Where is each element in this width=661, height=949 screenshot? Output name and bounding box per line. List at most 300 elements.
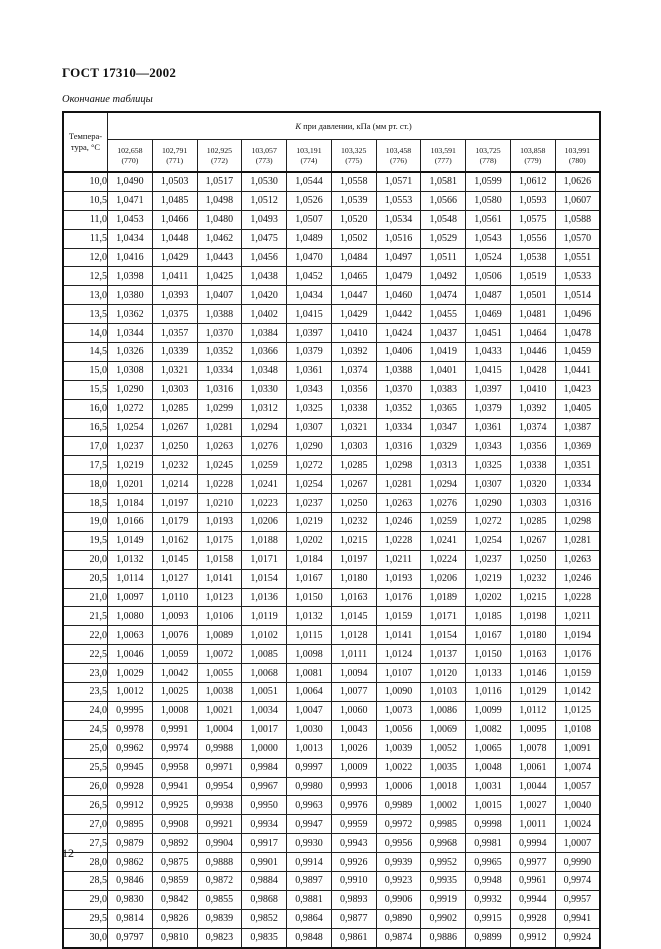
value-cell: 1,0214 bbox=[152, 475, 197, 494]
table-row bbox=[63, 191, 600, 210]
value-cell: 0,9995 bbox=[108, 701, 153, 720]
value-cell: 1,0263 bbox=[555, 550, 600, 569]
temperature-cell: 21,5 bbox=[63, 607, 108, 626]
value-cell: 1,0197 bbox=[152, 494, 197, 513]
value-cell: 1,0392 bbox=[510, 399, 555, 418]
value-cell: 1,0024 bbox=[555, 815, 600, 834]
value-cell: 1,0029 bbox=[108, 664, 153, 683]
value-cell: 1,0215 bbox=[331, 531, 376, 550]
page-number: 12 bbox=[62, 846, 74, 860]
value-cell: 1,0388 bbox=[197, 305, 242, 324]
value-cell: 1,0259 bbox=[242, 456, 287, 475]
table-row bbox=[63, 210, 600, 229]
value-cell: 0,9926 bbox=[331, 853, 376, 872]
value-cell: 1,0128 bbox=[331, 626, 376, 645]
value-cell: 0,9874 bbox=[376, 928, 421, 947]
value-cell: 1,0325 bbox=[466, 456, 511, 475]
table-row bbox=[63, 853, 600, 872]
temperature-cell: 27,0 bbox=[63, 815, 108, 834]
value-cell: 1,0060 bbox=[331, 701, 376, 720]
value-cell: 1,0250 bbox=[331, 494, 376, 513]
value-cell: 0,9944 bbox=[510, 890, 555, 909]
table-row bbox=[63, 248, 600, 267]
value-cell: 1,0015 bbox=[466, 796, 511, 815]
value-cell: 1,0046 bbox=[108, 645, 153, 664]
value-cell: 0,9915 bbox=[466, 909, 511, 928]
value-cell: 0,9943 bbox=[331, 834, 376, 853]
value-cell: 1,0111 bbox=[331, 645, 376, 664]
value-cell: 0,9978 bbox=[108, 720, 153, 739]
value-cell: 0,9948 bbox=[466, 871, 511, 890]
value-cell: 1,0281 bbox=[376, 475, 421, 494]
value-cell: 1,0464 bbox=[510, 324, 555, 343]
value-cell: 1,0246 bbox=[376, 513, 421, 532]
value-cell: 1,0073 bbox=[376, 701, 421, 720]
temperature-cell: 25,0 bbox=[63, 739, 108, 758]
table-row bbox=[63, 380, 600, 399]
value-cell: 1,0245 bbox=[197, 456, 242, 475]
value-cell: 1,0189 bbox=[421, 588, 466, 607]
value-cell: 1,0193 bbox=[376, 569, 421, 588]
value-cell: 1,0492 bbox=[421, 267, 466, 286]
value-cell: 0,9855 bbox=[197, 890, 242, 909]
value-cell: 0,9985 bbox=[421, 815, 466, 834]
value-cell: 0,9846 bbox=[108, 871, 153, 890]
value-cell: 1,0380 bbox=[108, 286, 153, 305]
value-cell: 1,0163 bbox=[331, 588, 376, 607]
temperature-cell: 27,5 bbox=[63, 834, 108, 853]
pressure-column-header bbox=[197, 140, 242, 173]
value-cell: 0,9852 bbox=[242, 909, 287, 928]
value-cell: 1,0012 bbox=[108, 683, 153, 702]
value-cell: 1,0141 bbox=[376, 626, 421, 645]
temperature-cell: 15,0 bbox=[63, 361, 108, 380]
value-cell: 1,0228 bbox=[376, 531, 421, 550]
value-cell: 1,0063 bbox=[108, 626, 153, 645]
temperature-cell: 16,5 bbox=[63, 418, 108, 437]
temperature-cell: 23,5 bbox=[63, 683, 108, 702]
value-cell: 1,0162 bbox=[152, 531, 197, 550]
value-cell: 1,0108 bbox=[555, 720, 600, 739]
value-cell: 1,0415 bbox=[287, 305, 332, 324]
value-cell: 0,9974 bbox=[555, 871, 600, 890]
value-cell: 1,0294 bbox=[421, 475, 466, 494]
value-cell: 1,0330 bbox=[242, 380, 287, 399]
value-cell: 1,0379 bbox=[287, 343, 332, 362]
value-cell: 0,9902 bbox=[421, 909, 466, 928]
value-cell: 1,0074 bbox=[555, 758, 600, 777]
pressure-kpa: 102,925 bbox=[206, 145, 233, 155]
value-cell: 1,0593 bbox=[510, 191, 555, 210]
value-cell: 1,0534 bbox=[376, 210, 421, 229]
value-cell: 0,9968 bbox=[421, 834, 466, 853]
value-cell: 0,9848 bbox=[287, 928, 332, 947]
table-row bbox=[63, 834, 600, 853]
value-cell: 0,9961 bbox=[510, 871, 555, 890]
table-row bbox=[63, 172, 600, 191]
value-cell: 1,0428 bbox=[510, 361, 555, 380]
value-cell: 1,0383 bbox=[421, 380, 466, 399]
value-cell: 0,9912 bbox=[108, 796, 153, 815]
value-cell: 1,0451 bbox=[466, 324, 511, 343]
value-cell: 1,0539 bbox=[331, 191, 376, 210]
value-cell: 1,0145 bbox=[152, 550, 197, 569]
temperature-cell: 22,5 bbox=[63, 645, 108, 664]
value-cell: 0,9939 bbox=[376, 853, 421, 872]
value-cell: 1,0018 bbox=[421, 777, 466, 796]
value-cell: 1,0167 bbox=[466, 626, 511, 645]
value-cell: 1,0362 bbox=[108, 305, 153, 324]
value-cell: 1,0224 bbox=[421, 550, 466, 569]
temperature-header-line2: тура, °С bbox=[70, 142, 101, 152]
value-cell: 0,9901 bbox=[242, 853, 287, 872]
value-cell: 1,0361 bbox=[287, 361, 332, 380]
value-cell: 0,9952 bbox=[421, 853, 466, 872]
value-cell: 0,9823 bbox=[197, 928, 242, 947]
value-cell: 1,0392 bbox=[331, 343, 376, 362]
value-cell: 1,0290 bbox=[287, 437, 332, 456]
value-cell: 1,0193 bbox=[197, 513, 242, 532]
pressure-kpa: 103,991 bbox=[564, 145, 590, 155]
value-cell: 0,9938 bbox=[197, 796, 242, 815]
correction-table bbox=[62, 111, 601, 949]
value-cell: 0,9892 bbox=[152, 834, 197, 853]
value-cell: 1,0303 bbox=[331, 437, 376, 456]
value-cell: 1,0176 bbox=[555, 645, 600, 664]
value-cell: 1,0146 bbox=[510, 664, 555, 683]
value-cell: 1,0276 bbox=[421, 494, 466, 513]
value-cell: 1,0276 bbox=[242, 437, 287, 456]
value-cell: 1,0446 bbox=[510, 343, 555, 362]
table-row bbox=[63, 569, 600, 588]
table-row bbox=[63, 664, 600, 683]
value-cell: 0,9930 bbox=[287, 834, 332, 853]
value-cell: 1,0011 bbox=[510, 815, 555, 834]
value-cell: 1,0529 bbox=[421, 229, 466, 248]
value-cell: 1,0556 bbox=[510, 229, 555, 248]
temperature-cell: 11,0 bbox=[63, 210, 108, 229]
table-row bbox=[63, 513, 600, 532]
value-cell: 1,0533 bbox=[555, 267, 600, 286]
value-cell: 0,9988 bbox=[197, 739, 242, 758]
value-cell: 1,0607 bbox=[555, 191, 600, 210]
table-row bbox=[63, 399, 600, 418]
value-cell: 1,0006 bbox=[376, 777, 421, 796]
value-cell: 1,0452 bbox=[287, 267, 332, 286]
value-cell: 0,9956 bbox=[376, 834, 421, 853]
value-cell: 1,0485 bbox=[152, 191, 197, 210]
value-cell: 1,0325 bbox=[287, 399, 332, 418]
value-cell: 1,0219 bbox=[287, 513, 332, 532]
value-cell: 1,0158 bbox=[197, 550, 242, 569]
value-cell: 0,9997 bbox=[287, 758, 332, 777]
value-cell: 1,0374 bbox=[331, 361, 376, 380]
value-cell: 1,0285 bbox=[331, 456, 376, 475]
value-cell: 1,0401 bbox=[421, 361, 466, 380]
temperature-cell: 23,0 bbox=[63, 664, 108, 683]
value-cell: 1,0201 bbox=[108, 475, 153, 494]
value-cell: 1,0566 bbox=[421, 191, 466, 210]
value-cell: 0,9899 bbox=[466, 928, 511, 947]
value-cell: 0,9959 bbox=[331, 815, 376, 834]
value-cell: 1,0202 bbox=[466, 588, 511, 607]
pressure-mmhg: (774) bbox=[300, 155, 318, 165]
value-cell: 1,0115 bbox=[287, 626, 332, 645]
value-cell: 1,0034 bbox=[242, 701, 287, 720]
value-cell: 1,0442 bbox=[376, 305, 421, 324]
value-cell: 1,0068 bbox=[242, 664, 287, 683]
value-cell: 1,0040 bbox=[555, 796, 600, 815]
value-cell: 1,0366 bbox=[242, 343, 287, 362]
temperature-cell: 17,5 bbox=[63, 456, 108, 475]
value-cell: 0,9998 bbox=[466, 815, 511, 834]
temperature-cell: 12,0 bbox=[63, 248, 108, 267]
value-cell: 1,0290 bbox=[466, 494, 511, 513]
value-cell: 1,0307 bbox=[466, 475, 511, 494]
temperature-cell: 26,0 bbox=[63, 777, 108, 796]
value-cell: 1,0030 bbox=[287, 720, 332, 739]
temperature-cell: 21,0 bbox=[63, 588, 108, 607]
value-cell: 1,0298 bbox=[555, 513, 600, 532]
pressure-column-header bbox=[555, 140, 600, 173]
temperature-cell: 17,0 bbox=[63, 437, 108, 456]
value-cell: 1,0042 bbox=[152, 664, 197, 683]
value-cell: 1,0466 bbox=[152, 210, 197, 229]
value-cell: 1,0059 bbox=[152, 645, 197, 664]
value-cell: 1,0263 bbox=[376, 494, 421, 513]
table-row bbox=[63, 550, 600, 569]
value-cell: 1,0211 bbox=[376, 550, 421, 569]
value-cell: 1,0558 bbox=[331, 172, 376, 191]
value-cell: 1,0347 bbox=[421, 418, 466, 437]
value-cell: 1,0048 bbox=[466, 758, 511, 777]
table-row bbox=[63, 928, 600, 947]
value-cell: 0,9977 bbox=[510, 853, 555, 872]
pressure-column-header bbox=[331, 140, 376, 173]
value-cell: 1,0047 bbox=[287, 701, 332, 720]
pressure-kpa: 103,591 bbox=[430, 145, 456, 155]
value-cell: 1,0141 bbox=[197, 569, 242, 588]
value-cell: 1,0017 bbox=[242, 720, 287, 739]
value-cell: 1,0149 bbox=[108, 531, 153, 550]
value-cell: 1,0021 bbox=[197, 701, 242, 720]
table-caption: Окончание таблицы bbox=[62, 94, 153, 105]
value-cell: 1,0136 bbox=[242, 588, 287, 607]
value-cell: 1,0232 bbox=[152, 456, 197, 475]
value-cell: 1,0103 bbox=[421, 683, 466, 702]
value-cell: 0,9974 bbox=[152, 739, 197, 758]
value-cell: 1,0443 bbox=[197, 248, 242, 267]
value-cell: 1,0119 bbox=[242, 607, 287, 626]
value-cell: 1,0411 bbox=[152, 267, 197, 286]
value-cell: 0,9814 bbox=[108, 909, 153, 928]
value-cell: 1,0159 bbox=[376, 607, 421, 626]
value-cell: 1,0002 bbox=[421, 796, 466, 815]
temperature-cell: 19,0 bbox=[63, 513, 108, 532]
value-cell: 0,9881 bbox=[287, 890, 332, 909]
value-cell: 1,0254 bbox=[108, 418, 153, 437]
value-cell: 1,0484 bbox=[331, 248, 376, 267]
value-cell: 1,0097 bbox=[108, 588, 153, 607]
value-cell: 1,0307 bbox=[287, 418, 332, 437]
pressure-column-header bbox=[466, 140, 511, 173]
value-cell: 1,0321 bbox=[331, 418, 376, 437]
value-cell: 1,0241 bbox=[421, 531, 466, 550]
value-cell: 1,0553 bbox=[376, 191, 421, 210]
value-cell: 1,0098 bbox=[287, 645, 332, 664]
value-cell: 1,0009 bbox=[331, 758, 376, 777]
value-cell: 1,0237 bbox=[287, 494, 332, 513]
pressure-column-header bbox=[108, 140, 153, 173]
temperature-header-line1: Темпера- bbox=[68, 131, 103, 141]
value-cell: 1,0267 bbox=[152, 418, 197, 437]
pressure-mmhg: (775) bbox=[345, 155, 363, 165]
temperature-cell: 11,5 bbox=[63, 229, 108, 248]
value-cell: 1,0402 bbox=[242, 305, 287, 324]
table-row bbox=[63, 324, 600, 343]
value-cell: 1,0415 bbox=[466, 361, 511, 380]
value-cell: 1,0356 bbox=[331, 380, 376, 399]
value-cell: 1,0581 bbox=[421, 172, 466, 191]
value-cell: 1,0052 bbox=[421, 739, 466, 758]
value-cell: 0,9947 bbox=[287, 815, 332, 834]
value-cell: 1,0179 bbox=[152, 513, 197, 532]
table-row bbox=[63, 626, 600, 645]
value-cell: 0,9797 bbox=[108, 928, 153, 947]
value-cell: 0,9976 bbox=[331, 796, 376, 815]
temperature-cell: 28,5 bbox=[63, 871, 108, 890]
table-row bbox=[63, 475, 600, 494]
value-cell: 0,9830 bbox=[108, 890, 153, 909]
value-cell: 1,0120 bbox=[421, 664, 466, 683]
temperature-cell: 14,5 bbox=[63, 343, 108, 362]
value-cell: 1,0281 bbox=[555, 531, 600, 550]
temperature-cell: 14,0 bbox=[63, 324, 108, 343]
value-cell: 1,0514 bbox=[555, 286, 600, 305]
value-cell: 1,0405 bbox=[555, 399, 600, 418]
value-cell: 0,9928 bbox=[108, 777, 153, 796]
value-cell: 1,0150 bbox=[466, 645, 511, 664]
value-cell: 1,0429 bbox=[152, 248, 197, 267]
value-cell: 1,0112 bbox=[510, 701, 555, 720]
value-cell: 1,0094 bbox=[331, 664, 376, 683]
value-cell: 1,0365 bbox=[421, 399, 466, 418]
value-cell: 1,0142 bbox=[555, 683, 600, 702]
temperature-cell: 25,5 bbox=[63, 758, 108, 777]
value-cell: 1,0076 bbox=[152, 626, 197, 645]
value-cell: 1,0397 bbox=[287, 324, 332, 343]
pressure-column-header bbox=[152, 140, 197, 173]
value-cell: 1,0093 bbox=[152, 607, 197, 626]
value-cell: 1,0370 bbox=[197, 324, 242, 343]
value-cell: 1,0267 bbox=[331, 475, 376, 494]
value-cell: 1,0512 bbox=[242, 191, 287, 210]
value-cell: 1,0254 bbox=[466, 531, 511, 550]
table-row bbox=[63, 361, 600, 380]
value-cell: 1,0171 bbox=[242, 550, 287, 569]
value-cell: 1,0188 bbox=[242, 531, 287, 550]
value-cell: 1,0490 bbox=[108, 172, 153, 191]
value-cell: 1,0407 bbox=[197, 286, 242, 305]
value-cell: 1,0250 bbox=[510, 550, 555, 569]
value-cell: 1,0254 bbox=[287, 475, 332, 494]
value-cell: 0,9893 bbox=[331, 890, 376, 909]
value-cell: 1,0351 bbox=[555, 456, 600, 475]
table-row bbox=[63, 720, 600, 739]
pressure-mmhg: (778) bbox=[479, 155, 497, 165]
value-cell: 1,0338 bbox=[331, 399, 376, 418]
table-row bbox=[63, 890, 600, 909]
value-cell: 1,0176 bbox=[376, 588, 421, 607]
value-cell: 1,0210 bbox=[197, 494, 242, 513]
value-cell: 1,0511 bbox=[421, 248, 466, 267]
value-cell: 1,0091 bbox=[555, 739, 600, 758]
value-cell: 1,0000 bbox=[242, 739, 287, 758]
value-cell: 0,9965 bbox=[466, 853, 511, 872]
value-cell: 1,0524 bbox=[466, 248, 511, 267]
value-cell: 1,0352 bbox=[376, 399, 421, 418]
table-row bbox=[63, 267, 600, 286]
value-cell: 0,9908 bbox=[152, 815, 197, 834]
value-cell: 1,0459 bbox=[555, 343, 600, 362]
value-cell: 1,0599 bbox=[466, 172, 511, 191]
value-cell: 1,0027 bbox=[510, 796, 555, 815]
value-cell: 1,0082 bbox=[466, 720, 511, 739]
value-cell: 0,9861 bbox=[331, 928, 376, 947]
value-cell: 0,9917 bbox=[242, 834, 287, 853]
value-cell: 1,0433 bbox=[466, 343, 511, 362]
value-cell: 1,0232 bbox=[331, 513, 376, 532]
value-cell: 1,0517 bbox=[197, 172, 242, 191]
value-cell: 1,0501 bbox=[510, 286, 555, 305]
value-cell: 0,9934 bbox=[242, 815, 287, 834]
value-cell: 1,0479 bbox=[376, 267, 421, 286]
value-cell: 1,0543 bbox=[466, 229, 511, 248]
value-cell: 1,0078 bbox=[510, 739, 555, 758]
value-cell: 1,0102 bbox=[242, 626, 287, 645]
value-cell: 1,0561 bbox=[466, 210, 511, 229]
value-cell: 1,0308 bbox=[108, 361, 153, 380]
value-cell: 1,0285 bbox=[152, 399, 197, 418]
value-cell: 1,0437 bbox=[421, 324, 466, 343]
value-cell: 0,9941 bbox=[555, 909, 600, 928]
temperature-column-header bbox=[63, 112, 108, 172]
value-cell: 1,0013 bbox=[287, 739, 332, 758]
value-cell: 1,0281 bbox=[197, 418, 242, 437]
value-cell: 1,0232 bbox=[510, 569, 555, 588]
value-cell: 1,0519 bbox=[510, 267, 555, 286]
value-cell: 1,0374 bbox=[510, 418, 555, 437]
value-cell: 1,0338 bbox=[510, 456, 555, 475]
value-cell: 1,0127 bbox=[152, 569, 197, 588]
table-row bbox=[63, 588, 600, 607]
value-cell: 0,9989 bbox=[376, 796, 421, 815]
temperature-cell: 16,0 bbox=[63, 399, 108, 418]
value-cell: 1,0544 bbox=[287, 172, 332, 191]
pressure-kpa: 103,057 bbox=[251, 145, 277, 155]
value-cell: 1,0039 bbox=[376, 739, 421, 758]
value-cell: 1,0043 bbox=[331, 720, 376, 739]
pressure-mmhg: (772) bbox=[210, 155, 228, 165]
value-cell: 1,0272 bbox=[108, 399, 153, 418]
value-cell: 1,0035 bbox=[421, 758, 466, 777]
k-symbol: К bbox=[295, 121, 301, 131]
value-cell: 0,9941 bbox=[152, 777, 197, 796]
value-cell: 0,9879 bbox=[108, 834, 153, 853]
value-cell: 1,0267 bbox=[510, 531, 555, 550]
value-cell: 1,0197 bbox=[331, 550, 376, 569]
value-cell: 0,9842 bbox=[152, 890, 197, 909]
